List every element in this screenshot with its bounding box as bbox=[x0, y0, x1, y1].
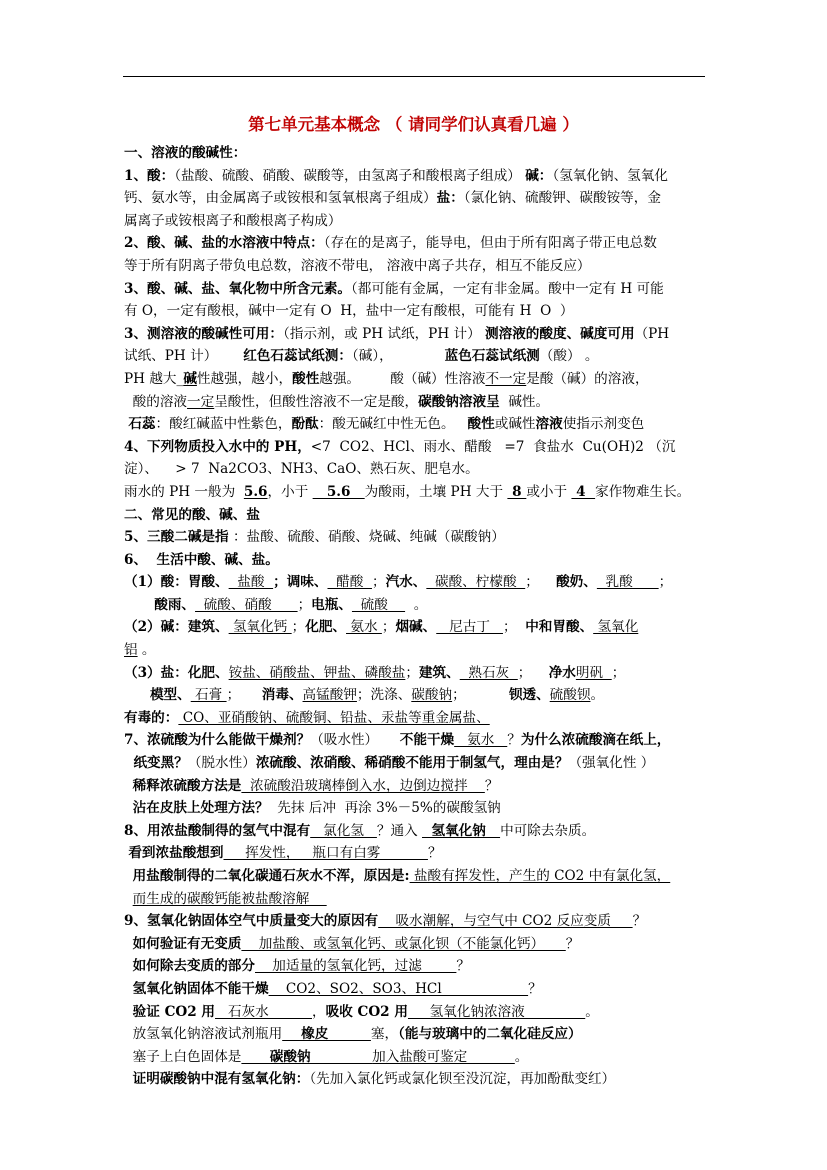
text-line bbox=[124, 368, 706, 391]
text-segment: （指示剂，或 PH 试纸，PH 计） bbox=[283, 325, 486, 342]
text-segment: ； bbox=[297, 596, 312, 613]
bold-term: 钡透、 bbox=[508, 687, 550, 704]
text-line bbox=[124, 662, 706, 685]
text-segment: ； bbox=[517, 664, 549, 681]
underlined-answer: 铝 bbox=[124, 642, 138, 659]
underlined-answer: 5.6 bbox=[312, 483, 365, 500]
text-segment: ； bbox=[611, 664, 626, 681]
text-line bbox=[124, 187, 706, 210]
text-segment: ？ bbox=[427, 845, 442, 862]
text-line bbox=[124, 842, 706, 865]
bold-term: 氢氧化钠固体不能干燥 bbox=[132, 980, 269, 997]
text-line bbox=[124, 165, 706, 188]
text-segment bbox=[124, 981, 133, 997]
text-segment: ； bbox=[381, 619, 396, 636]
text-segment: 塞子上白色固体是 bbox=[124, 1048, 242, 1065]
bold-term: 如何除去变质的部分 bbox=[132, 958, 255, 975]
text-segment bbox=[124, 868, 133, 884]
bold-term: 看到浓盐酸想到 bbox=[128, 845, 224, 862]
text-segment: ：盐酸、硫酸、硝酸、烧碱、纯碱（碳酸钠） bbox=[228, 529, 505, 546]
text-line bbox=[124, 458, 706, 481]
bold-term: 石蕊 bbox=[128, 416, 156, 433]
text-segment bbox=[124, 1004, 133, 1020]
bold-term: 消毒、 bbox=[261, 687, 303, 704]
text-segment: 钙、氨水等，由金属离子或铵根和氢氧根离子组成） bbox=[124, 190, 437, 207]
underlined-answer: 5.6 bbox=[243, 483, 268, 500]
text-line bbox=[124, 504, 706, 527]
underlined-answer: 橡皮 bbox=[282, 1026, 371, 1043]
text-line bbox=[124, 1001, 706, 1024]
text-line bbox=[124, 594, 706, 617]
bold-term: 6、 生活中酸、碱、盐。 bbox=[124, 551, 279, 568]
text-segment: （吸水性） bbox=[310, 732, 400, 749]
text-segment: 放氢氧化钠溶液试剂瓶用 bbox=[124, 1026, 283, 1043]
text-segment: 淀）、 > 7 Na2CO3、NH3、CaO、熟石灰、肥皂水。 bbox=[124, 461, 479, 478]
text-segment: 。 bbox=[590, 687, 605, 704]
bold-term: 稀释浓硫酸方法是 bbox=[132, 777, 242, 794]
underlined-answer: 石膏 bbox=[190, 687, 227, 704]
underlined-answer: 乳酸 bbox=[596, 574, 659, 591]
text-segment: 碱性。 bbox=[499, 393, 550, 410]
bold-term: 3、酸、碱、盐、氧化物中所含元素。 bbox=[124, 280, 351, 297]
text-segment: ？ bbox=[484, 777, 499, 794]
bold-term: 碱：建筑、 bbox=[160, 619, 229, 636]
underlined-answer: 8 bbox=[507, 483, 527, 500]
underlined-answer: 石灰水 bbox=[215, 1003, 312, 1020]
bold-term: 有毒的： bbox=[124, 709, 179, 726]
underlined-answer: 硫酸 bbox=[351, 596, 406, 613]
text-segment: ； bbox=[658, 574, 673, 591]
bold-term: 碱： bbox=[525, 167, 553, 184]
text-line bbox=[124, 820, 706, 843]
underlined-answer: 不一定 bbox=[485, 370, 527, 387]
text-line bbox=[124, 300, 706, 323]
text-line bbox=[124, 210, 706, 233]
text-segment: ； bbox=[502, 619, 526, 636]
bold-term: 二、常见的酸、碱、盐 bbox=[124, 506, 260, 523]
underlined-answer: 尼古丁 bbox=[436, 619, 503, 636]
text-line bbox=[124, 526, 706, 549]
text-segment: 为酸雨，土壤 PH 大于 bbox=[364, 483, 508, 500]
underlined-answer: 硫酸钡 bbox=[549, 687, 591, 704]
text-segment: ； bbox=[371, 574, 386, 591]
underlined-answer: 明矾 bbox=[575, 664, 612, 681]
underlined-answer: 硫酸、硝酸 bbox=[195, 596, 298, 613]
text-segment: （都可能有金属，一定有非金属。酸中一定有 H 可能 bbox=[350, 280, 664, 297]
text-segment: （碱）， bbox=[351, 348, 445, 365]
text-segment bbox=[124, 597, 154, 613]
bold-term: 酸：胃酸、 bbox=[160, 574, 229, 591]
text-segment: <7 CO2、HCl、雨水、醋酸 =7 食盐水 Cu(OH)2 （沉 bbox=[310, 438, 676, 455]
text-line bbox=[124, 1068, 706, 1091]
text-line bbox=[124, 910, 706, 933]
text-segment bbox=[124, 1071, 133, 1087]
text-segment: ； bbox=[291, 619, 306, 636]
underlined-answer: 碳酸钠 bbox=[241, 1048, 373, 1065]
text-line bbox=[124, 752, 706, 775]
bold-term: 9、氢氧化钠固体空气中质量变大的原因有 bbox=[124, 913, 379, 930]
underlined-answer: 氢氧化钙 bbox=[228, 619, 292, 636]
bold-term: 如何验证有无变质 bbox=[132, 935, 242, 952]
underlined-answer: 4 bbox=[571, 483, 596, 500]
text-line bbox=[124, 1046, 706, 1069]
text-segment: 。 bbox=[585, 1003, 599, 1020]
underlined-answer: CO、亚硝酸钠、硫酸铜、铅盐、汞盐等重金属盐、 bbox=[178, 709, 490, 726]
text-segment: 家作物难生长。 bbox=[595, 483, 691, 500]
bold-term: 净水 bbox=[548, 664, 576, 681]
text-line bbox=[124, 232, 706, 255]
text-segment: （存在的是离子，能导电，但由于所有阳离子带正电总数 bbox=[323, 235, 657, 252]
bold-term: 碳酸钠溶液呈 bbox=[418, 393, 500, 410]
text-segment: 先抹 后冲 再涂 3%－5%的碳酸氢钠 bbox=[268, 800, 501, 817]
text-segment: 等于所有阴离子带负电总数，溶液不带电， 溶液中离子共存，相互不能反应） bbox=[124, 257, 591, 274]
text-line bbox=[124, 323, 706, 346]
text-segment bbox=[124, 778, 133, 794]
bold-term: 7、浓硫酸为什么能做干燥剂？ bbox=[124, 732, 311, 749]
text-segment: 试纸、PH 计） bbox=[124, 348, 244, 365]
text-segment: 呈酸性，但酸性溶液不一定是酸， bbox=[214, 393, 419, 410]
bold-term: ；调味、 bbox=[273, 574, 328, 591]
text-line bbox=[124, 481, 706, 504]
text-segment: ？ bbox=[528, 980, 542, 997]
text-segment: ； bbox=[525, 574, 557, 591]
bold-term: 蓝色石蕊试纸测 bbox=[444, 348, 540, 365]
text-segment: ？ bbox=[632, 913, 647, 930]
text-segment: （先加入氯化钙或氯化钡至没沉淀，再加酚酞变红） bbox=[309, 1071, 616, 1088]
underlined-answer: 浓硫酸沿玻璃棒倒入水，边倒边搅拌 bbox=[241, 777, 485, 794]
underlined-answer: 碳酸、柠檬酸 bbox=[426, 574, 526, 591]
text-segment: ？ bbox=[456, 958, 470, 975]
text-segment: （氢氧化钠、氢氧化 bbox=[552, 167, 668, 184]
text-line bbox=[124, 436, 706, 459]
text-line bbox=[124, 684, 706, 707]
text-segment: ；洗涤、 bbox=[356, 687, 412, 704]
bold-term: 一、溶液的酸碱性： bbox=[124, 145, 247, 161]
underlined-answer: 氢氧化钠浓溶液 bbox=[407, 1003, 586, 1020]
underlined-answer: 挥发性， 瓶口有白雾 bbox=[223, 845, 428, 862]
bold-term: 烟碱、 bbox=[395, 619, 437, 636]
bold-term: 4、下列物质投入水中的 PH， bbox=[124, 438, 311, 455]
text-line bbox=[124, 933, 706, 956]
underlined-answer: 碳酸钠 bbox=[411, 687, 453, 704]
bold-term: 5、三酸二碱是指 bbox=[124, 529, 229, 546]
document-title: 第七单元基本概念 （ 请同学们认真看几遍 ） bbox=[248, 115, 579, 134]
text-line bbox=[124, 797, 706, 820]
text-line bbox=[124, 955, 706, 978]
text-segment: （盐酸、硫酸、硝酸、碳酸等，由氢离子和酸根离子组成） bbox=[174, 167, 526, 184]
underlined-answer: 加入盐酸可鉴定 bbox=[372, 1048, 515, 1065]
bold-term: （能与玻璃中的二氧化硅反应） bbox=[398, 1026, 582, 1043]
bold-term: 模型、 bbox=[149, 687, 191, 704]
text-segment: ； bbox=[405, 664, 419, 681]
bold-term: （1） bbox=[124, 574, 161, 591]
document-body bbox=[124, 142, 706, 1091]
text-line bbox=[124, 345, 706, 368]
underlined-answer: 吸水潮解，与空气中 CO2 反应变质 bbox=[378, 913, 633, 930]
text-segment: 。 bbox=[514, 1048, 529, 1065]
text-line bbox=[124, 255, 706, 278]
bold-term: 证明碳酸钠中混有氢氧化钠： bbox=[132, 1071, 310, 1088]
text-line bbox=[124, 549, 706, 572]
text-segment: 使指示剂变色 bbox=[562, 416, 645, 433]
text-line bbox=[124, 865, 706, 888]
bold-term: 验证 CO2 用 bbox=[132, 1003, 216, 1020]
text-segment: 或碱性 bbox=[494, 416, 536, 433]
text-line bbox=[124, 278, 706, 301]
bold-term: 盐：化肥、 bbox=[160, 664, 229, 681]
text-line bbox=[124, 978, 706, 1001]
text-segment: ？通入 bbox=[376, 822, 423, 839]
underlined-answer: 氢氧化 bbox=[593, 619, 639, 636]
bold-term: 8、用浓盐酸制得的氢气中混有 bbox=[124, 822, 311, 839]
text-line bbox=[124, 1023, 706, 1046]
text-segment: （酸） 。 bbox=[539, 348, 599, 365]
text-segment: 塞， bbox=[370, 1026, 399, 1043]
bold-term: 化肥、 bbox=[305, 619, 347, 636]
text-line bbox=[124, 571, 706, 594]
bold-term: 1、酸： bbox=[124, 167, 175, 184]
underlined-answer: 氨水 bbox=[454, 732, 508, 749]
text-segment: ？ bbox=[507, 732, 521, 749]
bold-term: 建筑、 bbox=[418, 664, 460, 681]
bold-term: 沾在皮肤上处理方法？ bbox=[132, 800, 269, 817]
bold-term: 红色石蕊试纸测： bbox=[243, 348, 352, 365]
underlined-answer: 高锰酸钾 bbox=[302, 687, 357, 704]
text-segment: 或小于 bbox=[526, 483, 572, 500]
text-segment bbox=[124, 687, 150, 703]
underlined-answer: 而生成的碳酸钙能被盐酸溶解 bbox=[132, 890, 327, 907]
bold-term: 酸性 bbox=[467, 416, 495, 433]
text-segment: ； bbox=[452, 687, 509, 704]
bold-term: （2） bbox=[124, 619, 161, 636]
text-line bbox=[124, 707, 706, 730]
underlined-answer: 盐酸有挥发性，产生的 CO2 中有氯化氢， bbox=[409, 868, 671, 884]
bold-term: 电瓶、 bbox=[311, 596, 352, 613]
underlined-answer: 氯化氢 bbox=[310, 822, 377, 839]
bold-term: 纸变黑？ bbox=[124, 755, 188, 772]
text-segment bbox=[124, 958, 133, 974]
text-segment: ：酸红碱蓝中性紫色， bbox=[155, 416, 292, 433]
bold-term: 测溶液的酸度、碱度可用 bbox=[485, 325, 635, 342]
text-line bbox=[124, 616, 706, 639]
bold-term: 2、酸、碱、盐的水溶液中特点： bbox=[124, 235, 324, 252]
text-segment: 酸的溶液 bbox=[124, 393, 188, 410]
text-line bbox=[124, 639, 706, 662]
header-rule bbox=[123, 76, 705, 77]
text-segment: 是酸（碱）的溶液， bbox=[526, 370, 649, 387]
text-segment: PH 越大_ bbox=[124, 370, 184, 387]
text-segment: ， bbox=[312, 1003, 326, 1020]
bold-term: 溶液 bbox=[535, 416, 563, 433]
underlined-answer: 氢氧化钠 bbox=[422, 822, 501, 839]
bold-term: 中和胃酸、 bbox=[525, 619, 594, 636]
bold-term: 不能干燥 bbox=[399, 732, 455, 749]
text-segment bbox=[124, 936, 133, 952]
text-segment: （氯化钠、硫酸钾、碳酸铵等，金 bbox=[463, 190, 661, 207]
underlined-answer: 加盐酸、或氢氧化钙、或氯化钡（不能氯化钙） bbox=[241, 935, 566, 952]
bold-term: 酸雨、 bbox=[154, 596, 196, 613]
underlined-answer: 氨水 bbox=[346, 619, 382, 636]
bold-term: 为什么浓硫酸滴在纸上， bbox=[520, 732, 671, 749]
bold-term: 汽水、 bbox=[385, 574, 427, 591]
underlined-answer: 加适量的氢氧化钙，过滤 bbox=[255, 958, 457, 975]
text-line bbox=[124, 729, 706, 752]
text-line bbox=[124, 413, 706, 436]
text-segment: 属离子或铵根离子和酸根离子构成） bbox=[124, 212, 342, 229]
text-segment: 越强。 酸（碱）性溶液 bbox=[319, 370, 486, 387]
text-line bbox=[124, 391, 706, 414]
text-segment: 性越强，越小， bbox=[196, 370, 293, 387]
underlined-answer: 熟石灰 bbox=[459, 664, 518, 681]
underlined-answer: 一定 bbox=[187, 393, 215, 410]
text-line bbox=[124, 775, 706, 798]
underlined-answer: 盐酸 bbox=[228, 574, 274, 591]
bold-term: （3） bbox=[124, 664, 161, 681]
text-segment: ，小于 bbox=[267, 483, 313, 500]
text-line bbox=[124, 142, 706, 165]
text-segment: 中可除去杂质。 bbox=[500, 822, 596, 839]
bold-term: 盐： bbox=[436, 190, 464, 207]
bold-term: 3、测溶液的酸碱性可用： bbox=[124, 325, 283, 342]
text-segment: ； bbox=[226, 687, 262, 704]
text-segment bbox=[124, 800, 133, 816]
bold-term: 吸收 CO2 用 bbox=[325, 1003, 408, 1020]
underlined-answer: 碱 bbox=[183, 370, 197, 387]
bold-term: 浓硫酸、浓硝酸、稀硝酸不能用于制氢气，理由是？ bbox=[255, 755, 569, 772]
text-segment bbox=[124, 891, 133, 907]
text-segment: 雨水的 PH 一般为 bbox=[124, 483, 244, 500]
text-segment: ？ bbox=[565, 935, 580, 952]
bold-term: 酸奶、 bbox=[556, 574, 597, 591]
bold-term: 酚酞 bbox=[291, 416, 319, 433]
text-segment: （脱水性） bbox=[187, 755, 256, 772]
text-segment: ：酸无碱红中性无色。 bbox=[318, 416, 468, 433]
text-line bbox=[124, 888, 706, 911]
text-segment: 有 O，一定有酸根，碱中一定有 O H，盐中一定有酸根，可能有 H O ） bbox=[124, 303, 574, 320]
text-segment: 。 bbox=[405, 596, 428, 613]
underlined-answer: 铵盐、硝酸盐、钾盐、磷酸盐 bbox=[228, 664, 406, 681]
bold-term: 用盐酸制得的二氧化碳通石灰水不浑，原因是: bbox=[132, 868, 410, 884]
underlined-answer: CO2、SO2、SO3、HCl bbox=[268, 980, 529, 997]
bold-term: 酸性 bbox=[292, 370, 320, 387]
underlined-answer: 醋酸 bbox=[327, 574, 372, 591]
text-segment: （PH bbox=[634, 325, 670, 342]
text-segment: 。 bbox=[137, 642, 156, 659]
text-segment: （强氧化性 ） bbox=[568, 755, 655, 772]
